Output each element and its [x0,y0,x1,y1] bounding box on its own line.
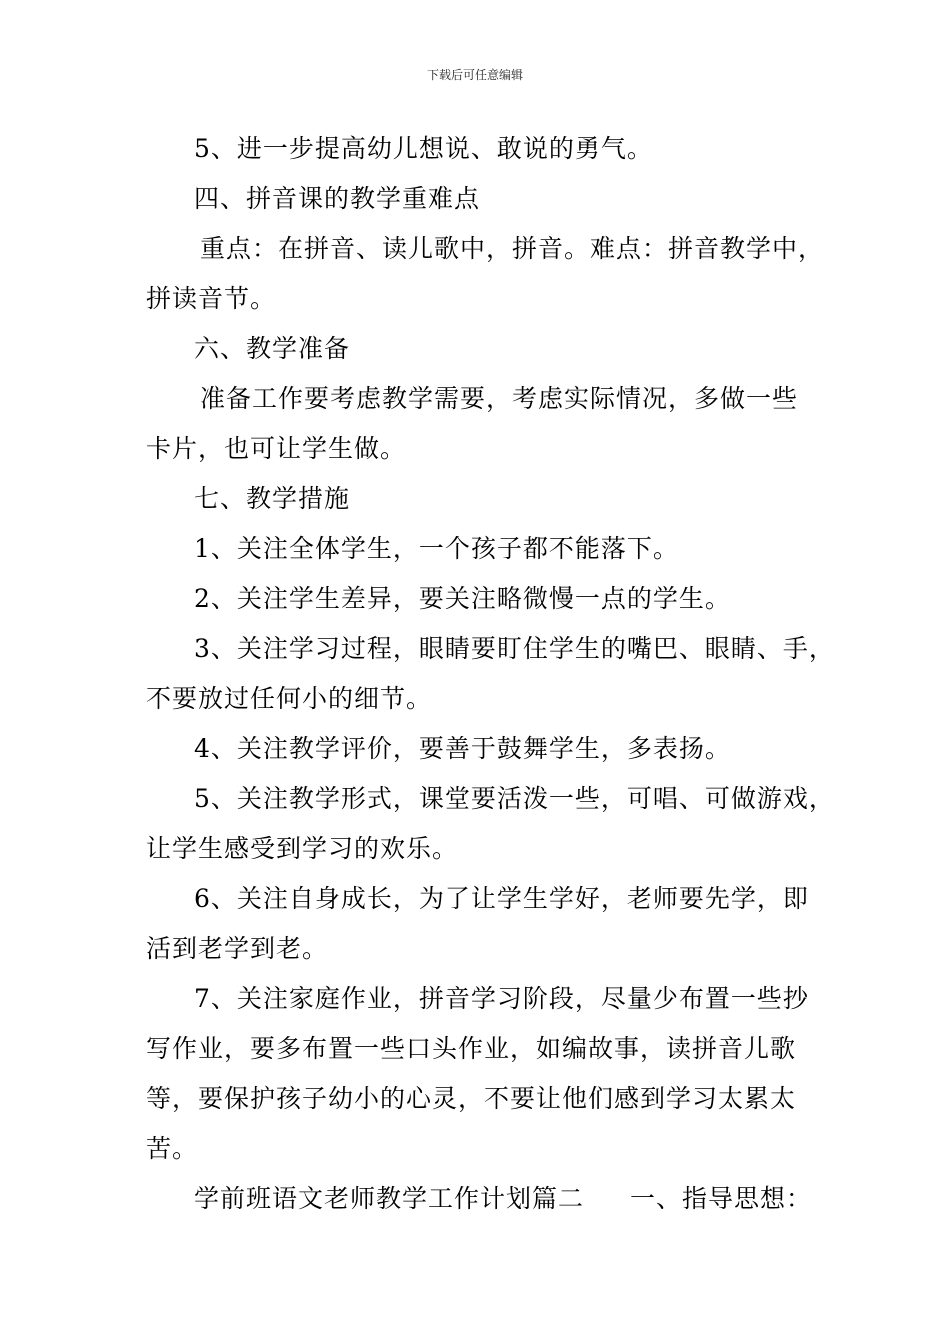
list-item: 2、关注学生差异，要关注略微慢一点的学生。 [194,584,731,613]
section-heading: 一、指导思想： [630,1184,813,1213]
text-line: 苦。 [146,1134,199,1163]
text-line: 准备工作要考虑教学需要，考虑实际情况，多做一些 [200,384,799,413]
text-line: 重点：在拼音、读儿歌中，拼音。难点：拼音教学中， [200,234,825,263]
text-line: 让学生感受到学习的欢乐。 [146,834,459,863]
list-item: 5、关注教学形式，课堂要活泼一些，可唱、可做游戏， [194,784,835,813]
list-item: 4、关注教学评价，要善于鼓舞学生，多表扬。 [194,734,731,763]
list-item: 1、关注全体学生，一个孩子都不能落下。 [194,534,679,563]
page-header: 下载后可任意编辑 [426,68,523,82]
text-line: 写作业，要多布置一些口头作业，如编故事，读拼音儿歌 [146,1034,797,1063]
text-line: 等，要保护孩子幼小的心灵，不要让他们感到学习太累太 [146,1084,797,1113]
section-heading: 四、拼音课的教学重难点 [194,184,481,213]
section-heading: 七、教学措施 [194,484,351,513]
list-item: 6、关注自身成长，为了让学生学好，老师要先学，即 [194,884,809,913]
text-line: 卡片，也可让学生做。 [146,434,407,463]
text-line: 5、进一步提高幼儿想说、敢说的勇气。 [194,134,653,163]
section-heading: 六、教学准备 [194,334,351,363]
section-heading: 学前班语文老师教学工作计划篇二 [194,1184,585,1213]
list-item: 7、关注家庭作业，拼音学习阶段，尽量少布置一些抄 [194,984,809,1013]
text-line: 拼读音节。 [146,284,277,313]
text-line: 不要放过任何小的细节。 [146,684,433,713]
list-item: 3、关注学习过程，眼睛要盯住学生的嘴巴、眼睛、手， [194,634,835,663]
text-line: 活到老学到老。 [146,934,329,963]
